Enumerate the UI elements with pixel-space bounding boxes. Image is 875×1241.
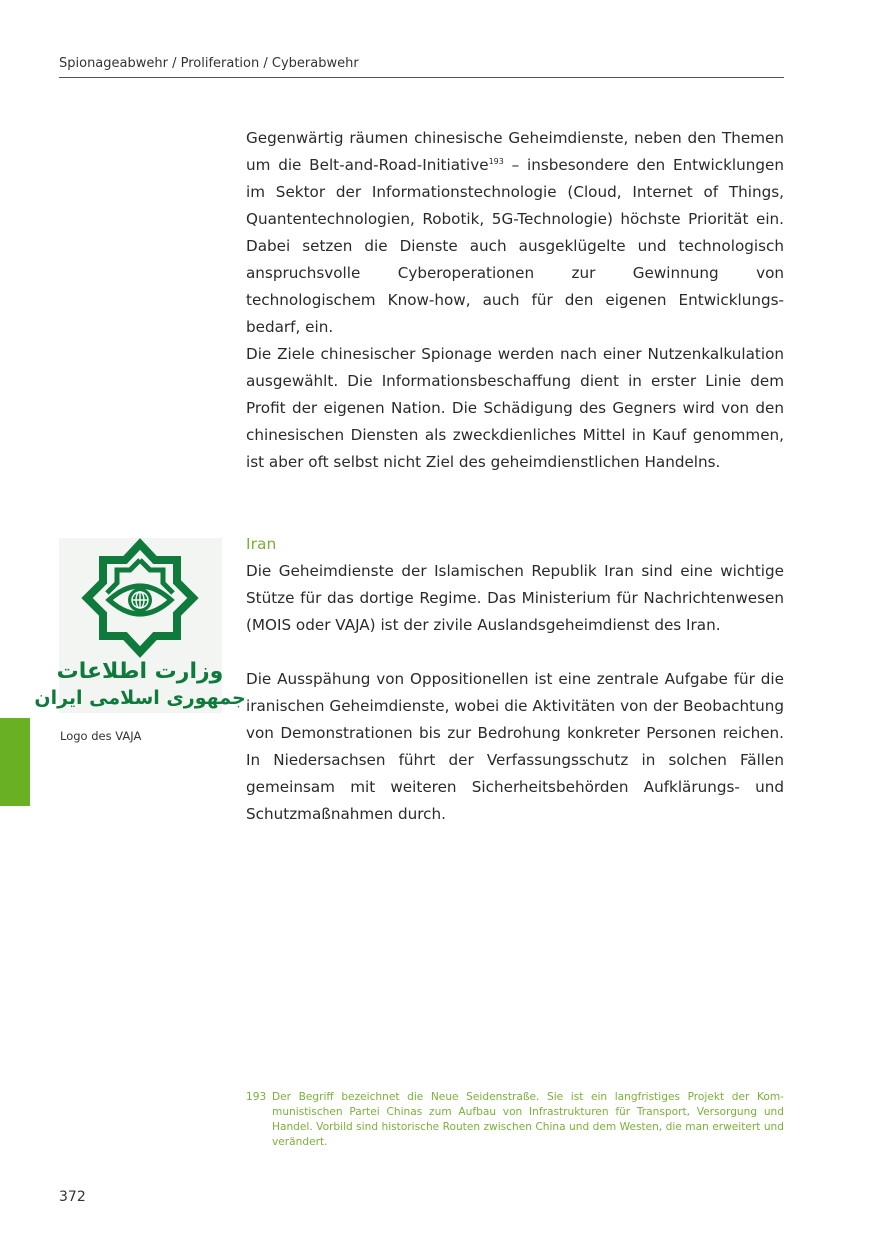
iran-section [246,531,784,828]
intro-section [246,125,784,476]
iran-paragraph-2: Die Ausspähung von Oppositionellen ist eine zentrale Aufgabe für die iranischen Geheimdienste, wobei die Aktivitäten von der Beobachtung von Demonstrationen bis zur Bedrohung konkreter Personen reichen. In Niedersachsen führt der Verfassungsschutz in solchen Fällen gemeinsam mit weiteren Sicherheitsbehörden Aufklärungs- und Schutzmaßnahmen durch. [246,670,784,823]
vaja-logo [34,538,246,713]
footnote-text: Der Begriff bezeichnet die Neue Seidenstraße. Sie ist ein langfristiges Projekt der Kommunistischen Partei Chinas zum Aufbau von Infrastrukturen für Transport, Versorgung und Handel. Vorbild sind historische Routen zwischen China und dem Westen, die man erweitert und verändert. [272,1091,784,1148]
svg-text:جمهوری اسلامی ایران: جمهوری اسلامی ایران [34,687,246,709]
iran-heading: Iran [246,535,277,553]
page-number: 372 [59,1189,86,1205]
running-head: Spionageabwehr / Proliferation / Cyberabwehr [59,56,784,78]
footnote [246,1090,784,1150]
logo-caption: Logo des VAJA [60,729,142,743]
intro-paragraph-2: Die Ziele chinesischer Spionage werden nach einer Nutzenkalkulation ausgewählt. Die Informationsbeschaffung dient in erster Linie dem Profit der eigenen Nation. Die Schädigung des Gegners wird von den chinesischen Diensten als zweckdienliches Mittel in Kauf genommen, ist aber oft selbst nicht Ziel des geheimdienstlichen Handelns. [246,345,784,471]
iran-paragraph-1: Die Geheimdienste der Islamischen Republik Iran sind eine wichtige Stütze für das dortige Regime. Das Ministerium für Nachrichtenwesen (MOIS oder VAJA) ist der zivile Auslandsgeheimdienst des Iran. [246,562,784,634]
footnote-number: 193 [246,1091,267,1103]
intro-paragraph-1: Gegenwärtig räumen chinesische Geheimdienste, neben den Themen um die Belt-and-Road-Initiative$^{193}$ – insbesondere den Entwicklungen im Sektor der Informationstechnologie (Cloud, Internet of Things, Quantentechnologien, Robotik, 5G-Technologie) höchste Priorität ein. Dabei setzen die Dienste auch ausgeklügelte und technologisch anspruchsvolle Cyberoperationen zur Gewinnung von technologischem Know-how, auch für den eigenen Entwicklungsbedarf, ein. [246,129,785,336]
svg-text:وزارت اطلاعات: وزارت اطلاعات [56,659,224,684]
paragraph-gap [246,639,784,666]
chapter-tab [0,718,30,806]
footnote-reference[interactable]: 193 [488,157,504,166]
